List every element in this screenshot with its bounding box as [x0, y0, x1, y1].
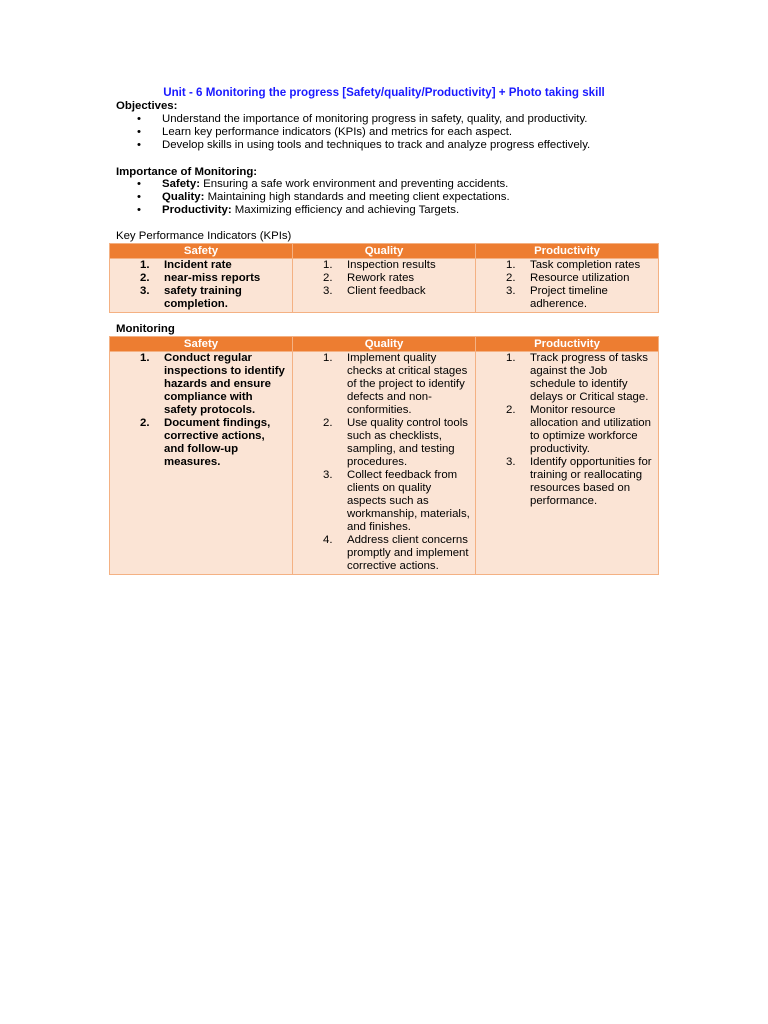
list-number: 3. [506, 285, 516, 297]
list-item-text: Resource utilization [530, 272, 630, 284]
objectives-heading: Objectives: [116, 100, 178, 112]
list-item [114, 285, 288, 311]
list-item [114, 272, 288, 285]
importance-list [116, 178, 676, 217]
list-item [297, 272, 471, 285]
list-item [480, 272, 654, 285]
list-number: 4. [323, 534, 333, 546]
kpi-quality-list [297, 259, 471, 298]
list-item-text: Task completion rates [530, 259, 641, 271]
list-number: 2. [140, 272, 150, 284]
list-number: 2. [506, 404, 516, 416]
list-number: 1. [506, 259, 516, 271]
monitoring-header-quality: Quality [293, 337, 476, 352]
list-item-text: Implement quality checks at critical stages of the project to identify defects and non-conformities. [347, 352, 468, 416]
list-item-text: Monitor resource allocation and utilization to optimize workforce productivity. [530, 404, 651, 455]
list-item-text: Collect feedback from clients on quality aspects such as workmanship, materials, and finishes. [347, 469, 470, 533]
importance-heading: Importance of Monitoring: [116, 166, 258, 178]
list-number: 1. [140, 259, 150, 271]
list-item [480, 456, 654, 508]
list-item [297, 285, 471, 298]
monitoring-productivity-list [480, 352, 654, 508]
kpi-safety-list [114, 259, 288, 311]
importance-text: Ensuring a safe work environment and preventing accidents. [199, 178, 509, 190]
kpi-header-row [110, 244, 659, 259]
document-title: Unit - 6 Monitoring the progress [Safety/quality/Productivity] + Photo taking skill [163, 86, 605, 99]
kpi-body-row [110, 259, 659, 313]
list-item-text: Document findings, corrective actions, and follow-up measures. [164, 417, 271, 468]
kpi-header-productivity: Productivity [476, 244, 659, 259]
list-number: 2. [323, 272, 333, 284]
list-item-text: Identify opportunities for training or reallocating resources based on performance. [530, 456, 652, 507]
list-item [297, 534, 471, 573]
list-item-text: Address client concerns promptly and implement corrective actions. [347, 534, 469, 572]
list-item [114, 352, 288, 417]
list-item [114, 259, 288, 272]
kpi-cell-safety [110, 259, 293, 313]
list-item [114, 417, 288, 469]
objective-item: • Understand the importance of monitoring progress in safety, quality, and productivity. [116, 113, 676, 126]
list-item-text: Rework rates [347, 272, 415, 284]
kpi-productivity-list [480, 259, 654, 311]
importance-item-productivity [116, 204, 676, 217]
kpi-cell-productivity [476, 259, 659, 313]
monitoring-cell-quality [293, 352, 476, 575]
kpi-header-safety: Safety [110, 244, 293, 259]
list-item-text: Conduct regular inspections to identify hazards and ensure compliance with safety protocols. [164, 352, 285, 416]
importance-text: Maintaining high standards and meeting client expectations. [204, 191, 510, 203]
objective-item: • Develop skills in using tools and techniques to track and analyze progress effectively. [116, 139, 676, 152]
list-number: 2. [506, 272, 516, 284]
list-item-text: Track progress of tasks against the Job schedule to identify delays or Critical stage. [530, 352, 649, 403]
list-number: 3. [140, 285, 150, 297]
monitoring-table [109, 336, 659, 575]
list-item-text: safety training completion. [164, 285, 242, 310]
monitoring-safety-list [114, 352, 288, 469]
list-item-text: near-miss reports [164, 272, 261, 284]
monitoring-cell-productivity [476, 352, 659, 575]
kpi-cell-quality [293, 259, 476, 313]
list-item-text: Client feedback [347, 285, 426, 297]
list-number: 1. [323, 259, 333, 271]
list-number: 3. [506, 456, 516, 468]
list-item [297, 469, 471, 534]
list-number: 1. [140, 352, 150, 364]
monitoring-header-productivity: Productivity [476, 337, 659, 352]
importance-item-safety [116, 178, 676, 191]
importance-text: Maximizing efficiency and achieving Targets. [231, 204, 460, 216]
importance-term: Productivity: [162, 204, 232, 216]
list-item [297, 417, 471, 469]
objectives-list [116, 113, 676, 152]
list-item [297, 352, 471, 417]
list-item [480, 259, 654, 272]
list-item [480, 285, 654, 311]
list-number: 3. [323, 285, 333, 297]
kpi-heading: Key Performance Indicators (KPIs) [116, 230, 292, 242]
kpi-header-quality: Quality [293, 244, 476, 259]
kpi-table [109, 243, 659, 313]
list-item [480, 352, 654, 404]
list-item-text: Incident rate [164, 259, 232, 271]
importance-term: Safety: [162, 178, 200, 190]
monitoring-body-row [110, 352, 659, 575]
monitoring-quality-list [297, 352, 471, 573]
list-item [480, 404, 654, 456]
list-item-text: Use quality control tools such as checklists, sampling, and testing procedures. [347, 417, 468, 468]
monitoring-cell-safety [110, 352, 293, 575]
list-number: 2. [140, 417, 150, 429]
list-number: 2. [323, 417, 333, 429]
list-number: 1. [323, 352, 333, 364]
list-number: 3. [323, 469, 333, 481]
list-item-text: Inspection results [347, 259, 436, 271]
importance-term: Quality: [162, 191, 205, 203]
list-number: 1. [506, 352, 516, 364]
objective-item: • Learn key performance indicators (KPIs) and metrics for each aspect. [116, 126, 676, 139]
monitoring-header-safety: Safety [110, 337, 293, 352]
monitoring-header-row [110, 337, 659, 352]
monitoring-heading: Monitoring [116, 323, 175, 335]
list-item [297, 259, 471, 272]
importance-item-quality [116, 191, 676, 204]
list-item-text: Project timeline adherence. [530, 285, 608, 310]
